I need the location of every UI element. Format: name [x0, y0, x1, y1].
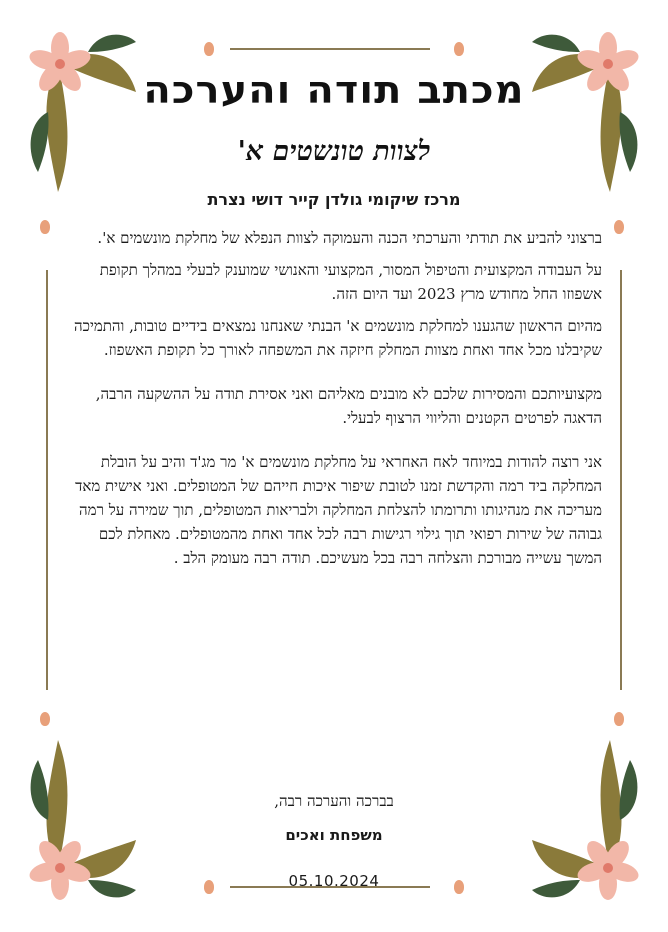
- flower-bud-icon: [614, 220, 624, 234]
- letter-date: 05.10.2024: [288, 872, 380, 890]
- paragraph: אני רוצה להודות במיוחד לאח האחראי על מחלקת מונשמים א' מר מג'ד והיב על הובלת המחלקה ביד רמה והקדשת זמנו לטובת שיפור איכות חייהם של המטופלים. ואני אישית מאד מעריכה את מנהיגותו ותרומתו להצלחת המחלקה ולבריאות המטופלים, תוך שמירה על רמה גבוהה של שירות רפואי תוך גילוי רגישות רבה לכל אחד ואחת מהמטופלים. מאחלת לכם המשך עשייה מבורכת והצלחה רבה בכל מעשיכם. תודה רבה מעומק הלב .: [75, 453, 602, 567]
- organization-name: מרכז שיקומי גולדן קייר דושי נצרת: [207, 190, 461, 209]
- signature: משפחת ואכים: [285, 826, 383, 844]
- floral-corner-icon: [18, 22, 138, 202]
- flower-bud-icon: [40, 712, 50, 726]
- frame-right-line: [620, 270, 622, 690]
- paragraph: על העבודה המקצועית והטיפול המסור, המקצועי והאנושי שמוענק לבעלי במהלך תקופת אשפוזו החל מחודש מרץ 2023 ועד היום הזה.: [99, 261, 602, 303]
- flower-bud-icon: [614, 712, 624, 726]
- flower-bud-icon: [40, 220, 50, 234]
- frame-top-line: [230, 48, 430, 50]
- letter-title: מכתב תודה והערכה: [143, 68, 525, 112]
- frame-left-line: [46, 270, 48, 690]
- paragraph: מקצועיותכם והמסירות שלכם לא מובנים מאליהם ואני אסירת תודה על ההשקעה הרבה, הדאגה לפרטים הקטנים והליווי הרצוף לבעלי.: [95, 385, 602, 427]
- letter-body: [62, 226, 602, 578]
- floral-corner-icon: [530, 22, 650, 202]
- paragraph: מהיום הראשון שהגענו למחלקת מונשמים א' הבנתי שאנחנו נמצאים בידיים טובות, והתמיכה שקיבלנו מכל אחד ואחת מצוות המחלק חיזקה את המשפחה לאורך כל תקופת האשפוז.: [73, 317, 602, 359]
- closing-line: בברכה והערכה רבה,: [274, 792, 394, 810]
- letter-subtitle: לצוות טונשטים א': [237, 136, 431, 167]
- flower-bud-icon: [454, 42, 464, 56]
- flower-bud-icon: [204, 42, 214, 56]
- paragraph: ברצוני להביע את תודתי והערכתי הכנה והעמוקה לצוות הנפלא של מחלקת מונשמים א'.: [97, 229, 602, 247]
